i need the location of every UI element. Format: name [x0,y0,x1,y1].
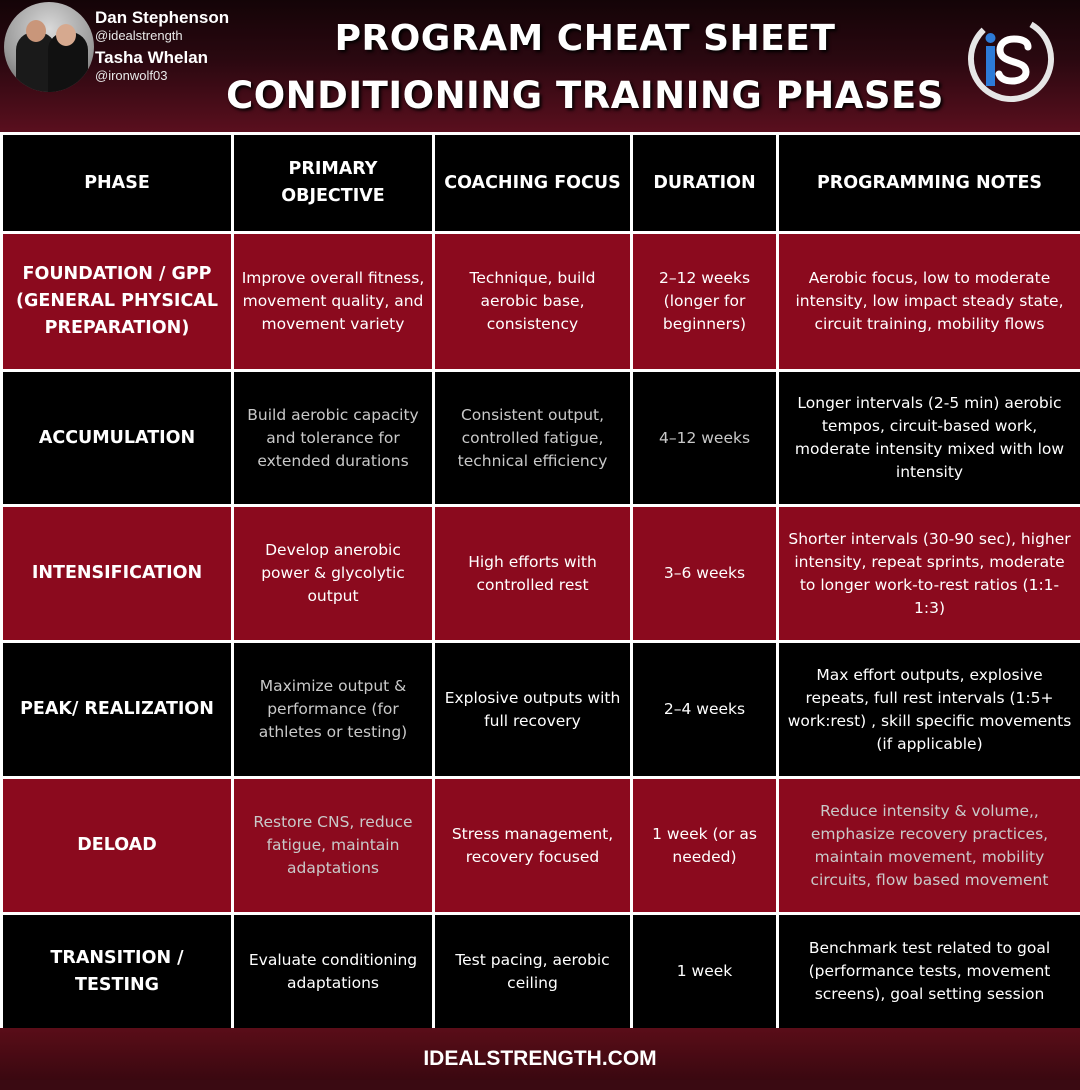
duration-cell: 2–12 weeks (longer for beginners) [632,233,778,371]
table-row [2,914,1080,1030]
table-row [2,642,1080,778]
author-photo [4,2,94,92]
phase-cell: DELOAD [2,778,233,914]
phases-table [0,132,1080,1031]
focus-cell: Stress management, recovery focused [434,778,632,914]
notes-cell: Shorter intervals (30-90 sec), higher intensity, repeat sprints, moderate to longer work-to-rest ratios (1:1-1:3) [778,506,1080,642]
notes-cell: Aerobic focus, low to moderate intensity, low impact steady state, circuit training, mobility flows [778,233,1080,371]
notes-cell: Max effort outputs, explosive repeats, full rest intervals (1:5+ work:rest) , skill specific movements (if applicable) [778,642,1080,778]
table-row [2,778,1080,914]
focus-cell: High efforts with controlled rest [434,506,632,642]
phase-cell: TRANSITION / TESTING [2,914,233,1030]
duration-cell: 1 week (or as needed) [632,778,778,914]
focus-cell: Technique, build aerobic base, consistency [434,233,632,371]
objective-cell: Build aerobic capacity and tolerance for extended durations [233,371,434,506]
focus-cell: Consistent output, controlled fatigue, technical efficiency [434,371,632,506]
notes-cell: Reduce intensity & volume,, emphasize recovery practices, maintain movement, mobility circuits, flow based movement [778,778,1080,914]
phase-cell: ACCUMULATION [2,371,233,506]
notes-cell: Longer intervals (2-5 min) aerobic tempos, circuit-based work, moderate intensity mixed with low intensity [778,371,1080,506]
notes-cell: Benchmark test related to goal (performance tests, movement screens), goal setting session [778,914,1080,1030]
author-handle: @ironwolf03 [95,68,229,84]
header-banner [0,0,1080,132]
duration-cell: 4–12 weeks [632,371,778,506]
footer-website: IDEALSTRENGTH.COM [0,1028,1080,1080]
focus-cell: Explosive outputs with full recovery [434,642,632,778]
page-title: PROGRAM CHEAT SHEET [200,18,970,59]
author-name: Tasha Whelan [95,48,229,68]
table-row [2,371,1080,506]
author-name: Dan Stephenson [95,8,229,28]
objective-cell: Improve overall fitness, movement quality, and movement variety [233,233,434,371]
column-header-objective: PRIMARY OBJECTIVE [233,134,434,233]
duration-cell: 1 week [632,914,778,1030]
objective-cell: Develop anerobic power & glycolytic output [233,506,434,642]
objective-cell: Maximize output & performance (for athletes or testing) [233,642,434,778]
column-header-focus: COACHING FOCUS [434,134,632,233]
phase-cell: INTENSIFICATION [2,506,233,642]
phase-cell: FOUNDATION / GPP (GENERAL PHYSICAL PREPARATION) [2,233,233,371]
focus-cell: Test pacing, aerobic ceiling [434,914,632,1030]
column-header-duration: DURATION [632,134,778,233]
phases-table-container [0,132,1080,1028]
objective-cell: Evaluate conditioning adaptations [233,914,434,1030]
table-row [2,233,1080,371]
table-row [2,506,1080,642]
author-head [56,24,76,46]
duration-cell: 3–6 weeks [632,506,778,642]
phase-cell: PEAK/ REALIZATION [2,642,233,778]
duration-cell: 2–4 weeks [632,642,778,778]
column-header-phase: PHASE [2,134,233,233]
page-subtitle: CONDITIONING TRAINING PHASES [200,74,970,117]
table-header-row [2,134,1080,233]
author-head [26,20,46,42]
author-handle: @idealstrength [95,28,229,44]
column-header-notes: PROGRAMMING NOTES [778,134,1080,233]
objective-cell: Restore CNS, reduce fatigue, maintain adaptations [233,778,434,914]
ideal-strength-logo-icon [966,14,1056,104]
